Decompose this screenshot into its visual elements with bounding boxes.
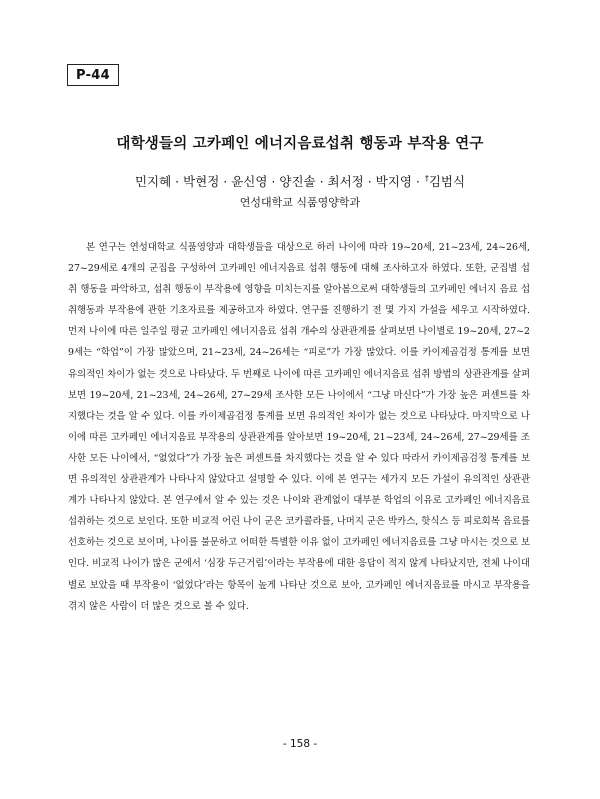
author-names: 민지혜 · 박현정 · 윤신영 · 양진솔 · 최서정 · 박지영 ·: [134, 174, 424, 189]
corresponding-author-name: 김범식: [428, 174, 466, 189]
paper-title: 대학생들의 고카페인 에너지음료섭취 행동과 부작용 연구: [116, 136, 484, 152]
page-number: - 158 -: [282, 738, 318, 750]
poster-code-badge: [67, 64, 119, 86]
abstract-body: 본 연구는 연성대학교 식품영양과 대학생들을 대상으로 하러 나이에 따라 19~20세, 21~23세, 24~26세, 27~29세로 4개의 군집을 구성하여 고카페인 에너지음료 섭취 행동에 대해 조사하고자 하였다. 또한, 군집별 섭취 행동을 파악하고, 섭취 행동이 부작용에 영향을 미치는지를 알아봄으로써 대학생들의 고카페인 에너지 음료 섭취행동과 부작용에 관한 기초자료를 제공하고자 하였다. 연구를 진행하기 전 몇 가지 가설을 세우고 시작하였다. 먼저 나이에 따른 일주일 평균 고카페인 에너지음료 섭취 개수의 상관관계를 살펴보면 나이별로 19~20세, 27~29세는 “학업”이 가장 많았으며, 21~23세, 24~26세는 “피로”가 가장 많았다. 이를 카이제곱검정 통계를 보면 유의적인 차이가 없는 것으로 나타났다. 두 번째로 나이에 따른 고카페인 에너지음료 섭취 방법의 상관관계를 살펴보면 19~20세, 21~23세, 24~26세, 27~29세 조사한 모든 나이에서 “그냥 마신다”가 가장 높은 퍼센트를 차지했다는 것을 알 수 있다. 이를 카이제곱검정 통계를 보면 유의적인 차이가 없는 것으로 나타났다. 마지막으로 나이에 따른 고카페인 에너지음료 부작용의 상관관계를 알아보면 19~20세, 21~23세, 24~26세, 27~29세를 조사한 모든 나이에서, “없었다”가 가장 높은 퍼센트를 차지했다는 것을 알 수 있다 따라서 카이제곱검정 통계를 보면 유의적인 상관관계가 나타나지 않았다고 설명할 수 있다. 이에 본 연구는 세가지 모든 가설이 유의적인 상관관계가 나타나지 않았다. 본 연구에서 알 수 있는 것은 나이와 관계없이 대부분 학업의 이유로 고카페인 에너지음료 섭취하는 것으로 보인다. 또한 비교적 어린 나이 군은 코카콜라를, 나머지 군은 박카스, 핫식스 등 피로회복 음료를 선호하는 것으로 보이며, 나이를 불문하고 어떠한 특별한 이유 없이 고카페인 에너지음료를 그냥 마시는 것으로 보인다. 비교적 나이가 많은 군에서 ‘심장 두근거림’이라는 부작용에 대한 응답이 적지 않게 나타났지만, 전체 나이대별로 보았을 때 부작용이 ‘없었다’라는 항목이 높게 나타난 것으로 보아, 고카페인 에너지음료를 마시고 부작용을 겪지 않은 사람이 더 많은 것으로 볼 수 있다.: [68, 242, 530, 612]
corresponding-author-mark: †: [424, 173, 429, 183]
author-affiliation: 연성대학교 식품영양학과: [239, 196, 361, 209]
poster-code-label: P-44: [76, 67, 110, 83]
author-list: [0, 172, 600, 190]
